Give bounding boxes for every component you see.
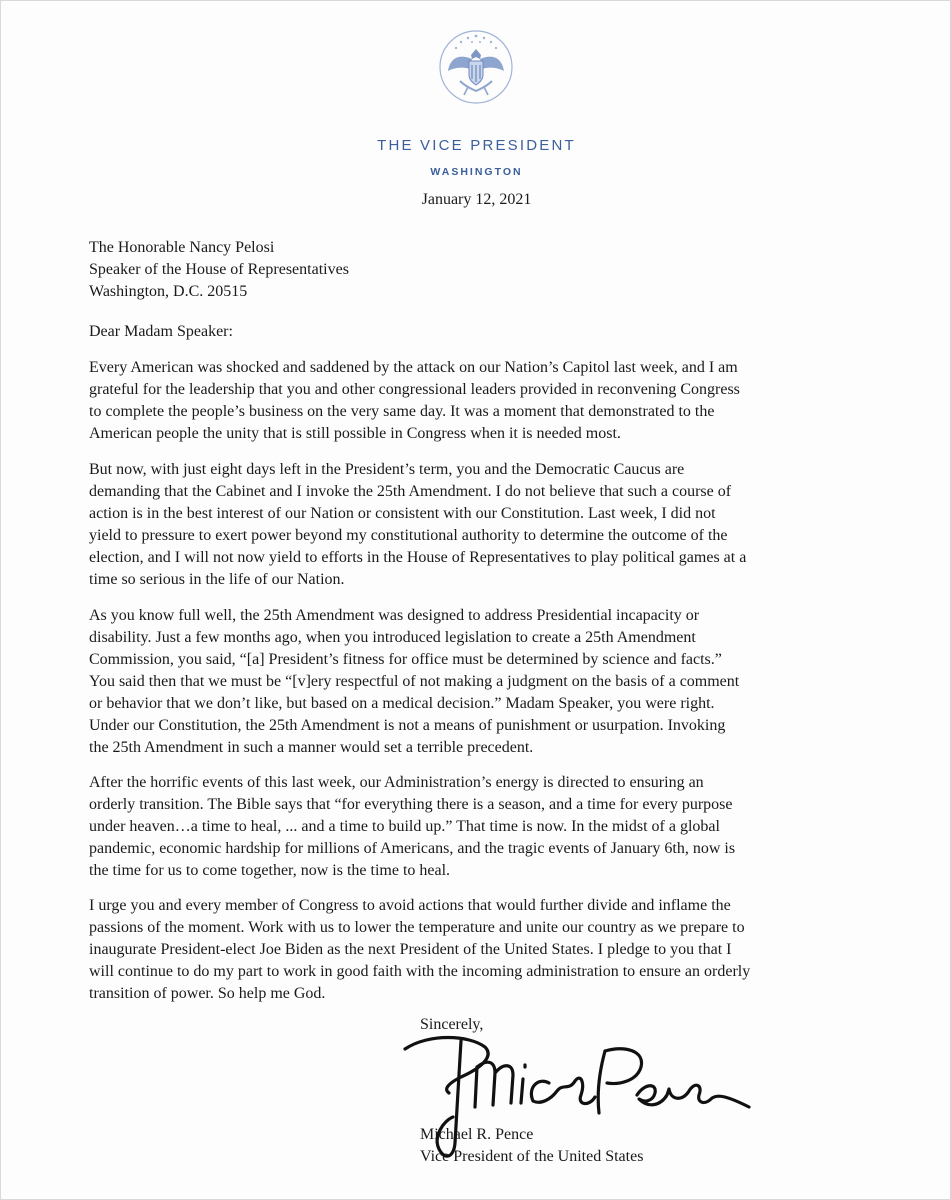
paragraph-line: American people the unity that is still possible in Congress when it is needed most. — [89, 425, 621, 442]
paragraph-line: orderly transition. The Bible says that “for everything there is a season, and a time for every purpose — [89, 796, 733, 813]
paragraph-line: Commission, you said, “[a] President’s fitness for office must be determined by science and facts.” — [89, 651, 722, 668]
letterhead-subtitle: WASHINGTON — [430, 166, 523, 178]
paragraph-line: passions of the moment. Work with us to lower the temperature and unite our country as we prepare to — [89, 919, 745, 936]
recipient-line: Speaker of the House of Representatives — [89, 261, 349, 278]
body-paragraph — [89, 772, 869, 882]
salutation: Dear Madam Speaker: — [89, 323, 233, 340]
paragraph-line: disability. Just a few months ago, when you introduced legislation to create a 25th Amendment — [89, 629, 696, 646]
paragraph-line: election, and I will not now yield to efforts in the House of Representatives to play political games at a — [89, 549, 747, 566]
body-paragraph — [89, 357, 869, 445]
recipient-address — [89, 237, 349, 303]
signatory-name: Michael R. Pence — [420, 1126, 534, 1143]
paragraph-line: I urge you and every member of Congress to avoid actions that would further divide and inflame the — [89, 897, 731, 914]
recipient-line: The Honorable Nancy Pelosi — [89, 239, 275, 256]
paragraph-line: yield to pressure to exert power beyond my constitutional authority to determine the outcome of the — [89, 527, 728, 544]
paragraph-line: You said then that we must be “[v]ery respectful of not making a judgment on the basis of a comment — [89, 673, 740, 690]
paragraph-line: grateful for the leadership that you and other congressional leaders provided in reconvening Congress — [89, 381, 740, 398]
body-paragraph — [89, 459, 869, 591]
body-paragraph — [89, 605, 869, 759]
paragraph-line: will continue to do my part to work in good faith with the incoming administration to ensure an orderly — [89, 963, 751, 980]
vice-president-seal-icon — [438, 29, 514, 105]
paragraph-line: pandemic, economic hardship for millions of Americans, and the tragic events of January 6th, now is — [89, 840, 736, 857]
paragraph-line: As you know full well, the 25th Amendment was designed to address Presidential incapacity or — [89, 607, 700, 624]
paragraph-line: or behavior that we don’t like, but based on a medical decision.” Madam Speaker, you were right. — [89, 695, 715, 712]
letterhead-title: THE VICE PRESIDENT — [377, 137, 576, 154]
paragraph-line: Under our Constitution, the 25th Amendment is not a means of punishment or usurpation. Invoking — [89, 717, 726, 734]
paragraph-line: to complete the people’s business on the very same day. It was a moment that demonstrated to the — [89, 403, 715, 420]
paragraph-line: Every American was shocked and saddened by the attack on our Nation’s Capitol last week, and I am — [89, 359, 738, 376]
paragraph-line: demanding that the Cabinet and I invoke the 25th Amendment. I do not believe that such a course of — [89, 483, 732, 500]
paragraph-line: the 25th Amendment in such a manner would set a terrible precedent. — [89, 739, 534, 756]
paragraph-line: under heaven…a time to heal, ... and a time to build up.” That time is now. In the midst of a global — [89, 818, 720, 835]
paragraph-line: After the horrific events of this last week, our Administration’s energy is directed to ensuring an — [89, 774, 704, 791]
paragraph-line: action is in the best interest of our Nation or consistent with our Constitution. Last week, I did not — [89, 505, 716, 522]
handwritten-signature — [399, 1021, 759, 1171]
paragraph-line: transition of power. So help me God. — [89, 985, 326, 1002]
signatory-title: Vice President of the United States — [420, 1148, 644, 1165]
paragraph-line: the time for us to come together, now is the time to heal. — [89, 862, 451, 879]
paragraph-line: time so serious in the life of our Nation. — [89, 571, 345, 588]
paragraph-line: But now, with just eight days left in the President’s term, you and the Democratic Caucus are — [89, 461, 685, 478]
body-paragraph — [89, 895, 869, 1005]
recipient-line: Washington, D.C. 20515 — [89, 283, 248, 300]
closing: Sincerely, — [420, 1016, 484, 1033]
paragraph-line: inaugurate President-elect Joe Biden as the next President of the United States. I pledge to you that I — [89, 941, 732, 958]
letter-date: January 12, 2021 — [421, 191, 532, 208]
